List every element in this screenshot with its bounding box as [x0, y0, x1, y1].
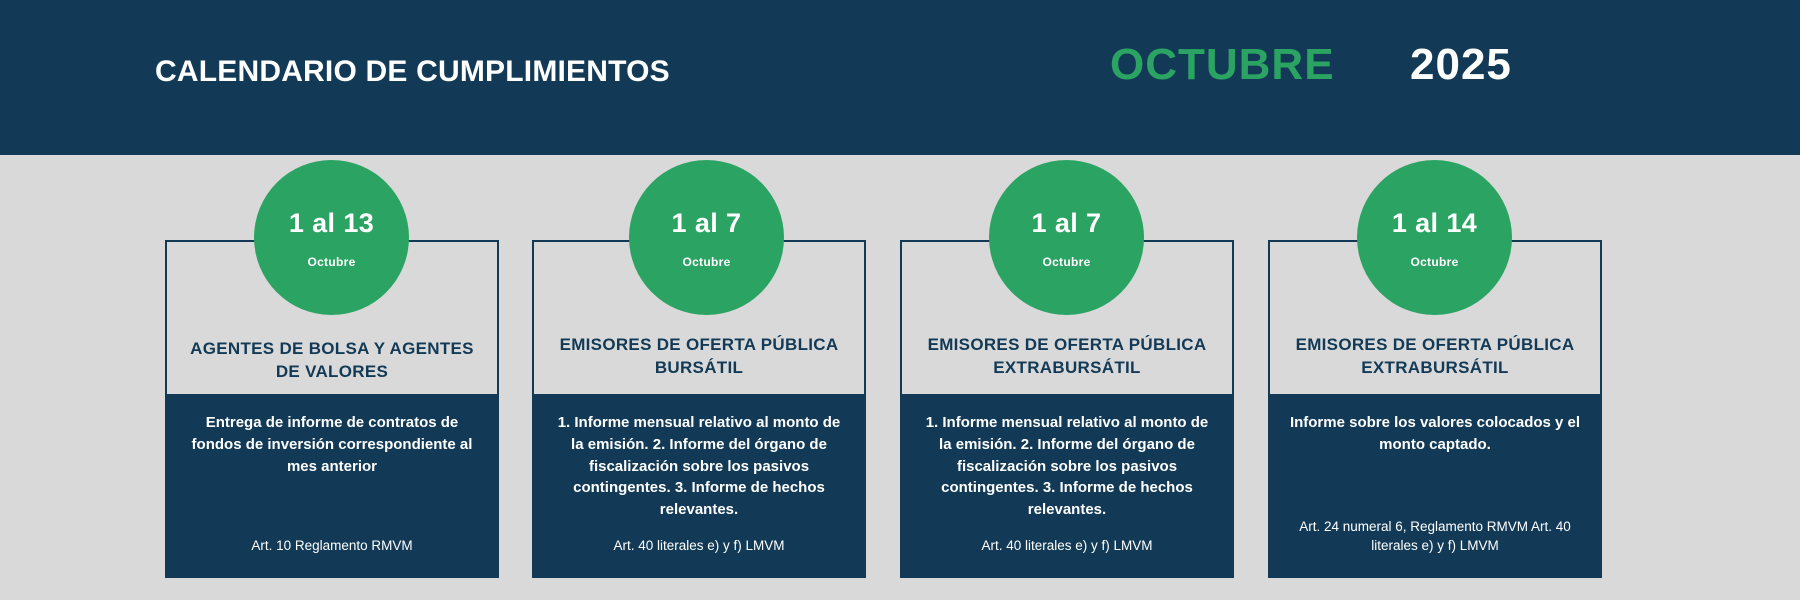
card-title: EMISORES DE OFERTA PÚBLICA EXTRABURSÁTIL — [1295, 335, 1575, 377]
date-badge — [1357, 160, 1512, 315]
date-range: 1 al 14 — [1391, 208, 1478, 238]
date-badge — [989, 160, 1144, 315]
card-reference: Art. 10 Reglamento RMVM — [251, 538, 413, 554]
cards-row — [0, 155, 1800, 600]
header-month: OCTUBRE — [1110, 40, 1335, 89]
card-title: EMISORES DE OFERTA PÚBLICA BURSÁTIL — [559, 335, 839, 377]
header-banner — [0, 0, 1800, 155]
date-range: 1 al 7 — [671, 208, 742, 238]
card-body — [900, 394, 1234, 578]
card-body — [1268, 394, 1602, 578]
header-year: 2025 — [1410, 40, 1512, 89]
date-badge — [629, 160, 784, 315]
card-body — [532, 394, 866, 578]
card-description: Informe sobre los valores colocados y el monto captado. — [1289, 414, 1581, 453]
card-description: Entrega de informe de contratos de fondos de inversión correspondiente al mes anterior — [191, 414, 473, 475]
card-body — [165, 394, 499, 578]
date-range: 1 al 13 — [288, 208, 375, 238]
date-month: Octubre — [682, 255, 731, 269]
card-title: EMISORES DE OFERTA PÚBLICA EXTRABURSÁTIL — [927, 335, 1207, 377]
date-range: 1 al 7 — [1031, 208, 1102, 238]
card-description: 1. Informe mensual relativo al monto de la emisión. 2. Informe del órgano de fiscalización sobre los pasivos contingentes. 3. Informe de hechos relevantes. — [557, 414, 841, 518]
date-month: Octubre — [1042, 255, 1091, 269]
date-month: Octubre — [1410, 255, 1459, 269]
date-month: Octubre — [307, 255, 356, 269]
card-reference: Art. 24 numeral 6, Reglamento RMVM Art. 40 literales e) y f) LMVM — [1299, 518, 1571, 554]
page-title: CALENDARIO DE CUMPLIMIENTOS — [155, 55, 670, 88]
card-description: 1. Informe mensual relativo al monto de la emisión. 2. Informe del órgano de fiscalización sobre los pasivos contingentes. 3. Informe de hechos relevantes. — [925, 414, 1209, 518]
card-reference: Art. 40 literales e) y f) LMVM — [981, 538, 1153, 554]
card-title: AGENTES DE BOLSA Y AGENTES DE VALORES — [190, 339, 474, 381]
date-badge — [254, 160, 409, 315]
card-reference: Art. 40 literales e) y f) LMVM — [613, 538, 785, 554]
